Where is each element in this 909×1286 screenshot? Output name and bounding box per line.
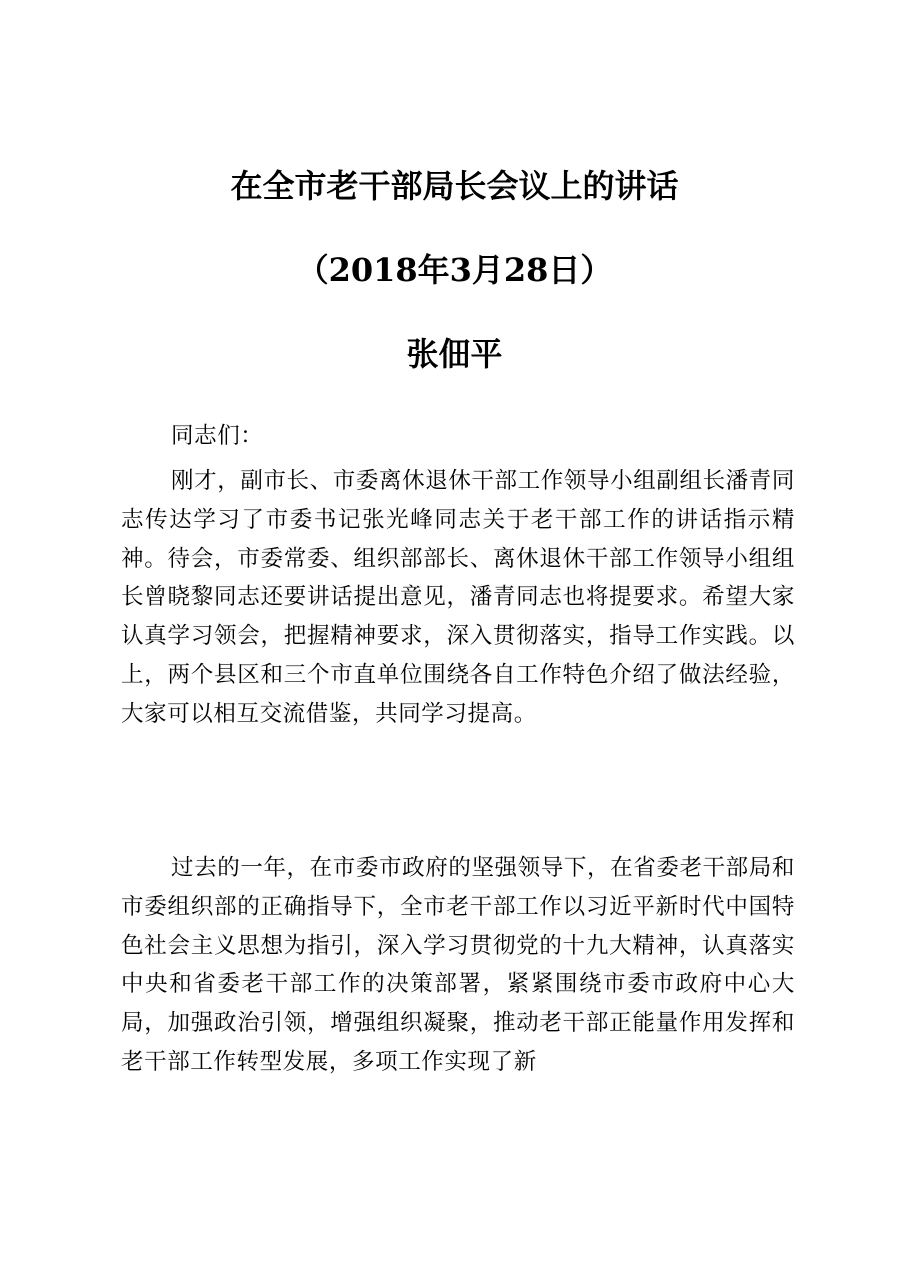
paragraph-opening: 刚才，副市长、市委离休退休干部工作领导小组副组长潘青同志传达学习了市委书记张光峰同志关于老干部工作的讲话指示精神。待会，市委常委、组织部部长、离休退休干部工作领导小组组长曾晓黎同志还要讲话提出意见，潘青同志也将提要求。希望大家认真学习领会，把握精神要求，深入贯彻落实，指导工作实践。以上，两个县区和三个市直单位围绕各自工作特色介绍了做法经验，大家可以相互交流借鉴，共同学习提高。 bbox=[121, 468, 795, 727]
speaker-name: 张佃平 bbox=[406, 335, 503, 373]
speech-date: （2018年3月28日） bbox=[296, 251, 613, 289]
document-title: 在全市老干部局长会议上的讲话 bbox=[230, 167, 679, 205]
paragraph-review: 过去的一年，在市委市政府的坚强领导下，在省委老干部局和市委组织部的正确指导下，全市老干部工作以习近平新时代中国特色社会主义思想为指引，深入学习贯彻党的十九大精神，认真落实中央和省委老干部工作的决策部署，紧紧围绕市委市政府中心大局，加强政治引领，增强组织凝聚，推动老干部正能量作用发挥和老干部工作转型发展，多项工作实现了新 bbox=[121, 855, 795, 1075]
salutation: 同志们： bbox=[171, 423, 264, 449]
